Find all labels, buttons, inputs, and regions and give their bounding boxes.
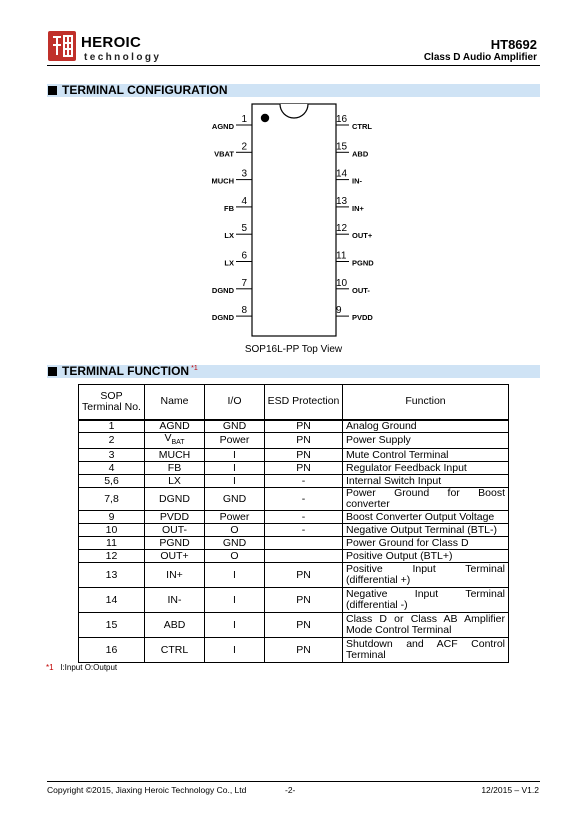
- package-caption: SOP16L-PP Top View: [244, 344, 343, 355]
- cell-name: PGND: [145, 537, 205, 550]
- cell-esd: PN: [265, 449, 343, 462]
- pin-number-label: 2: [241, 141, 247, 153]
- section-bullet-icon: [48, 367, 57, 376]
- pin-name-label: FB: [224, 203, 234, 213]
- pin-name-label: IN+: [352, 203, 364, 213]
- pin-name-label: ABD: [352, 149, 369, 159]
- header-sop-terminal: SOP Terminal No.: [79, 385, 145, 420]
- header-name: Name: [145, 385, 205, 420]
- cell-terminal-no: 1: [79, 420, 145, 433]
- pin-name-label: CTRL: [352, 122, 372, 131]
- cell-io: O: [205, 524, 265, 537]
- table-row: [79, 638, 509, 663]
- cell-esd: -: [265, 511, 343, 524]
- cell-name-subscript: BAT: [171, 439, 185, 447]
- table-row: [79, 550, 509, 563]
- cell-esd: PN: [265, 613, 343, 638]
- cell-terminal-no: 9: [79, 511, 145, 524]
- heroic-logo-icon: [48, 31, 76, 61]
- cell-function: Positive Output (BTL+): [343, 550, 509, 563]
- cell-name-main: V: [164, 432, 172, 444]
- footnote-mark: *1: [46, 663, 54, 672]
- cell-io: I: [205, 449, 265, 462]
- pin-number-label: 14: [336, 168, 348, 180]
- section-terminal-function: [47, 365, 540, 378]
- section-bullet-icon: [48, 86, 57, 95]
- cell-esd: PN: [265, 462, 343, 475]
- cell-io: GND: [205, 420, 265, 433]
- cell-esd: PN: [265, 433, 343, 449]
- pin-name-label: LX: [224, 258, 234, 268]
- table-row: [79, 488, 509, 511]
- cell-function: Power Ground for Class D: [343, 537, 509, 550]
- cell-io: I: [205, 475, 265, 488]
- cell-function: Shutdown and ACF Control Terminal: [343, 638, 509, 663]
- cell-terminal-no: 3: [79, 449, 145, 462]
- cell-name: IN-: [145, 588, 205, 613]
- table-row: [79, 511, 509, 524]
- cell-esd: PN: [265, 588, 343, 613]
- pin-name-label: VBAT: [214, 149, 234, 159]
- cell-io: I: [205, 613, 265, 638]
- header-io: I/O: [205, 385, 265, 420]
- section-title: [62, 364, 198, 378]
- pin-name-label: MUCH: [211, 176, 234, 186]
- cell-function: Class D or Class AB Amplifier Mode Control Terminal: [343, 613, 509, 638]
- cell-name: MUCH: [145, 449, 205, 462]
- header-esd: ESD Protection: [265, 385, 343, 420]
- footnote-text: I:Input O:Output: [60, 663, 118, 672]
- cell-function: Negative Input Terminal (differential -): [343, 588, 509, 613]
- table-row: [79, 420, 509, 433]
- pin-number-label: 8: [241, 305, 247, 317]
- table-row: [79, 537, 509, 550]
- cell-io: Power: [205, 433, 265, 449]
- pin-number-label: 15: [336, 141, 348, 153]
- section-terminal-configuration: [47, 84, 540, 97]
- pin-number-label: 1: [241, 114, 247, 125]
- pin1-dot-icon: [261, 114, 269, 122]
- cell-function: Power Ground for Boost converter: [343, 488, 509, 511]
- cell-terminal-no: 10: [79, 524, 145, 537]
- cell-io: I: [205, 638, 265, 663]
- cell-name: IN+: [145, 563, 205, 588]
- pin-number-label: 5: [241, 223, 247, 235]
- cell-function: Power Supply: [343, 433, 509, 449]
- cell-name: OUT-: [145, 524, 205, 537]
- cell-name: OUT+: [145, 550, 205, 563]
- cell-esd: -: [265, 475, 343, 488]
- cell-terminal-no: 12: [79, 550, 145, 563]
- footnote: [46, 663, 117, 672]
- cell-io: O: [205, 550, 265, 563]
- footer-copyright: Copyright ©2015, Jiaxing Heroic Technology Co., Ltd: [47, 785, 247, 795]
- cell-name: PVDD: [145, 511, 205, 524]
- cell-io: GND: [205, 537, 265, 550]
- cell-esd: PN: [265, 563, 343, 588]
- footer-revision: 12/2015 – V1.2: [481, 785, 539, 795]
- cell-name: DGND: [145, 488, 205, 511]
- pin-name-label: IN-: [352, 176, 362, 186]
- cell-esd: [265, 550, 343, 563]
- brand-name: HEROIC: [81, 34, 142, 51]
- pin-number-label: 13: [336, 195, 348, 207]
- table-row: [79, 462, 509, 475]
- cell-name: CTRL: [145, 638, 205, 663]
- section-title-text: TERMINAL FUNCTION: [62, 364, 190, 378]
- cell-esd: PN: [265, 638, 343, 663]
- terminal-function-table: [78, 384, 509, 663]
- cell-terminal-no: 5,6: [79, 475, 145, 488]
- cell-io: I: [205, 563, 265, 588]
- table-row: [79, 588, 509, 613]
- footer-page-number: -2-: [285, 785, 296, 795]
- cell-esd: [265, 537, 343, 550]
- cell-io: I: [205, 588, 265, 613]
- pin-number-label: 9: [336, 305, 342, 317]
- cell-esd: PN: [265, 420, 343, 433]
- pin-name-label: LX: [224, 231, 234, 241]
- pin-name-label: AGND: [211, 122, 234, 131]
- pin-number-label: 4: [241, 195, 247, 207]
- cell-terminal-no: 4: [79, 462, 145, 475]
- part-number: HT8692: [490, 37, 537, 52]
- pin-number-label: 16: [336, 114, 348, 125]
- cell-function: Regulator Feedback Input: [343, 462, 509, 475]
- section-title: TERMINAL CONFIGURATION: [62, 83, 228, 97]
- cell-name: FB: [145, 462, 205, 475]
- table-row: [79, 613, 509, 638]
- table-row: [79, 524, 509, 537]
- pin-name-label: PVDD: [352, 313, 373, 323]
- cell-function: Mute Control Terminal: [343, 449, 509, 462]
- cell-name: AGND: [145, 420, 205, 433]
- pin-diagram: [200, 100, 390, 340]
- cell-function: Boost Converter Output Voltage: [343, 511, 509, 524]
- cell-terminal-no: 7,8: [79, 488, 145, 511]
- pin-name-label: DGND: [211, 313, 234, 323]
- cell-name: LX: [145, 475, 205, 488]
- table-row: [79, 475, 509, 488]
- pin-number-label: 6: [241, 250, 247, 262]
- pin-number-label: 10: [336, 277, 348, 289]
- cell-terminal-no: 15: [79, 613, 145, 638]
- cell-terminal-no: 2: [79, 433, 145, 449]
- header-function: Function: [343, 385, 509, 420]
- cell-esd: -: [265, 524, 343, 537]
- table-row: [79, 563, 509, 588]
- cell-terminal-no: 13: [79, 563, 145, 588]
- cell-function: Analog Ground: [343, 420, 509, 433]
- footer-divider: [47, 781, 540, 782]
- cell-io: Power: [205, 511, 265, 524]
- cell-name: [145, 433, 205, 449]
- pin-number-label: 11: [336, 250, 347, 262]
- pin-name-label: DGND: [211, 285, 234, 295]
- pin-number-label: 12: [336, 223, 348, 235]
- cell-terminal-no: 11: [79, 537, 145, 550]
- pin-number-label: 7: [241, 277, 247, 289]
- chip-body: [252, 104, 336, 336]
- pin-name-label: OUT-: [352, 285, 370, 295]
- header-divider: [47, 65, 540, 66]
- brand-subtitle: technology: [84, 52, 162, 63]
- cell-esd: -: [265, 488, 343, 511]
- cell-function: Positive Input Terminal (differential +): [343, 563, 509, 588]
- cell-io: I: [205, 462, 265, 475]
- part-description: Class D Audio Amplifier: [423, 52, 537, 63]
- pin-name-label: PGND: [352, 258, 374, 268]
- footnote-ref: *1: [191, 365, 198, 372]
- pin-name-label: OUT+: [352, 231, 373, 241]
- table-row: [79, 449, 509, 462]
- cell-name: ABD: [145, 613, 205, 638]
- cell-io: GND: [205, 488, 265, 511]
- cell-function: Internal Switch Input: [343, 475, 509, 488]
- cell-terminal-no: 14: [79, 588, 145, 613]
- pin-number-label: 3: [241, 168, 247, 180]
- table-row: [79, 433, 509, 449]
- cell-function: Negative Output Terminal (BTL-): [343, 524, 509, 537]
- cell-terminal-no: 16: [79, 638, 145, 663]
